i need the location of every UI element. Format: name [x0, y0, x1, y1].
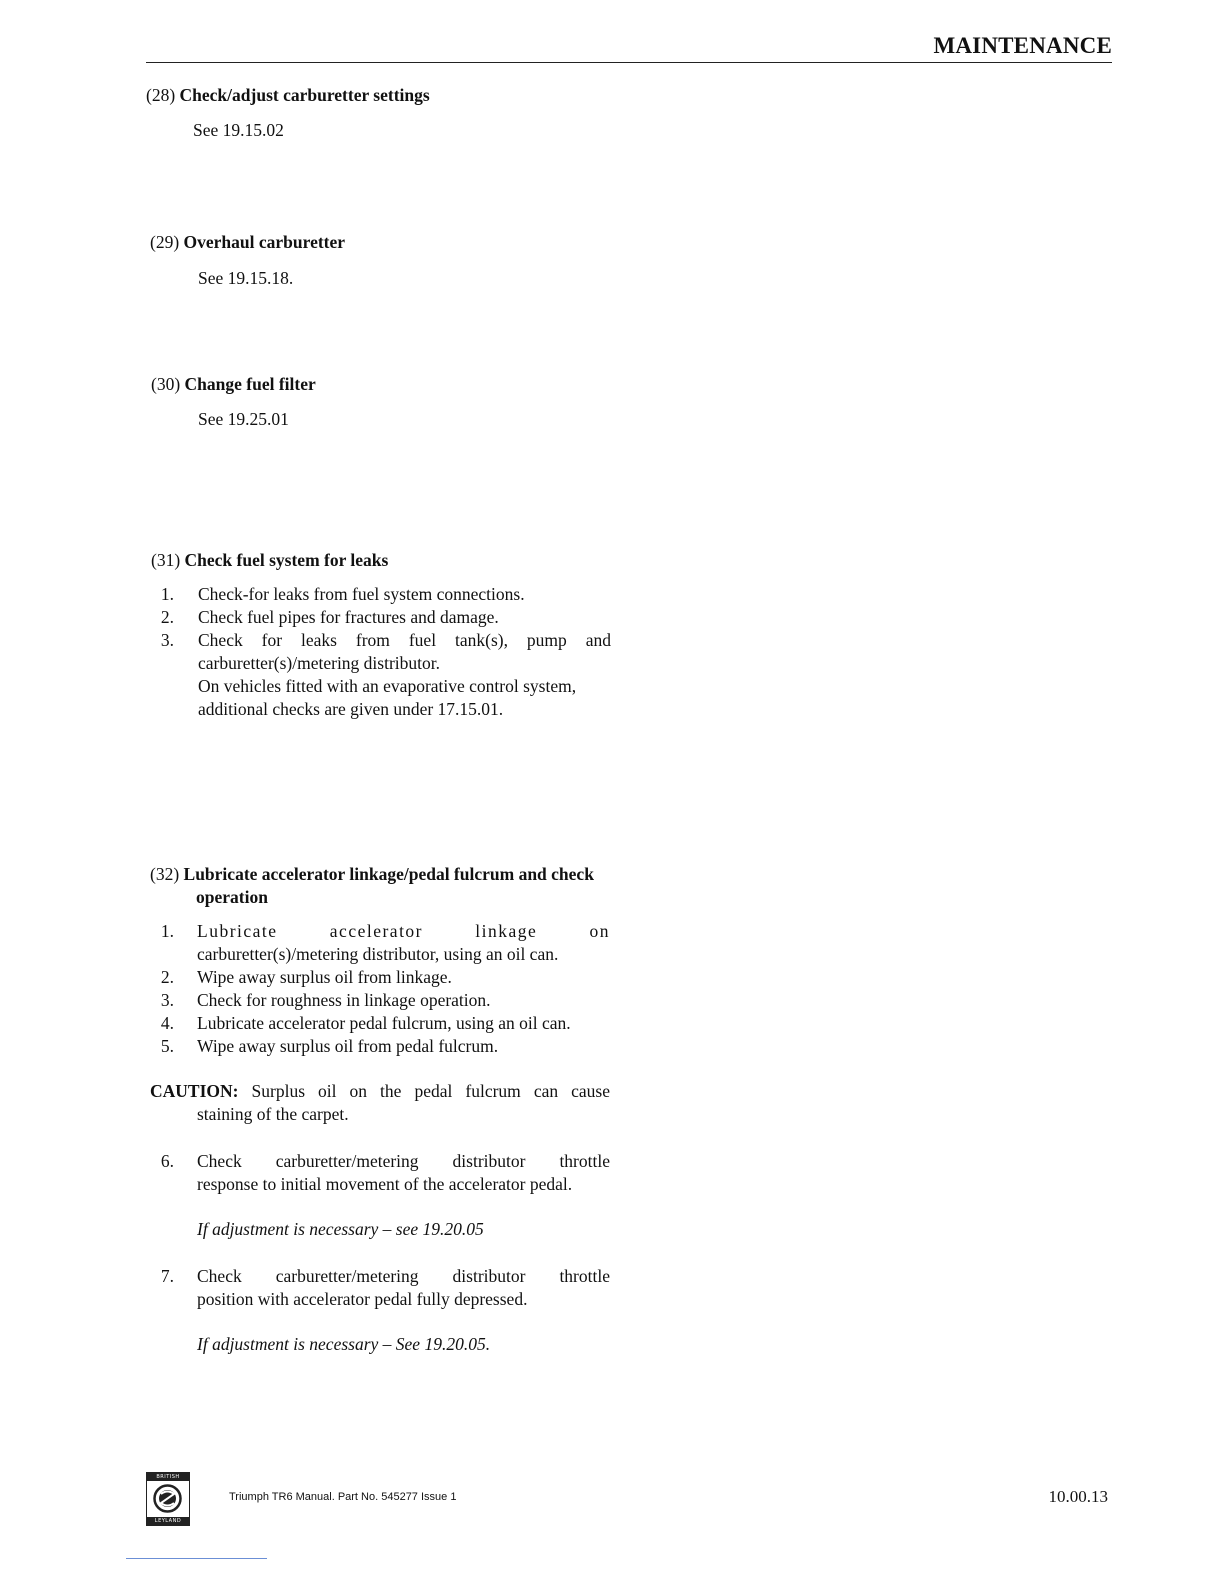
logo-bottom-text: LEYLAND [147, 1517, 189, 1525]
section-30-number: (30) [151, 374, 181, 394]
caution-note [150, 1080, 610, 1103]
list-item: Lubricate accelerator pedal fulcrum, using an oil can. [197, 1013, 571, 1033]
list-item-number: 5. [160, 1036, 174, 1056]
leyland-emblem-icon [147, 1481, 189, 1516]
section-29-reference: See 19.15.18. [198, 268, 294, 288]
list-item-number: 4. [160, 1013, 174, 1033]
header-divider [146, 62, 1112, 63]
section-32-list [150, 920, 620, 1370]
bottom-divider [126, 1558, 267, 1559]
list-item-number: 3. [160, 990, 174, 1010]
section-28-title: Check/adjust carburetter settings [179, 85, 430, 105]
list-item-number: 1. [160, 921, 174, 941]
section-29-heading [150, 232, 345, 253]
section-31-heading [151, 550, 388, 571]
page-number: 10.00.13 [1048, 1487, 1108, 1506]
section-31-list [150, 583, 620, 733]
section-29-number: (29) [150, 232, 180, 252]
section-32-title: Lubricate accelerator linkage/pedal fulcrum and check [183, 864, 594, 884]
british-leyland-logo [146, 1472, 190, 1526]
list-item: Check-for leaks from fuel system connections. [198, 584, 525, 604]
list-item-continuation: carburetter(s)/metering distributor. [198, 653, 441, 673]
section-29-title: Overhaul carburetter [183, 232, 346, 252]
list-item-number: 1. [160, 584, 174, 604]
list-item-number: 2. [160, 607, 174, 627]
section-32-heading [150, 863, 620, 886]
logo-top-text: BRITISH [147, 1473, 189, 1481]
list-item: Lubricate accelerator linkage on [197, 921, 610, 941]
section-31-note-continuation: additional checks are given under 17.15.01. [198, 699, 504, 719]
page-section-title: MAINTENANCE [933, 33, 1112, 58]
list-item: Wipe away surplus oil from pedal fulcrum. [197, 1036, 499, 1056]
section-30-reference: See 19.25.01 [198, 409, 289, 429]
section-31-number: (31) [151, 550, 181, 570]
adjustment-reference: If adjustment is necessary – See 19.20.05. [197, 1334, 491, 1354]
list-item: Wipe away surplus oil from linkage. [197, 967, 452, 987]
list-item-number: 7. [160, 1266, 174, 1286]
section-30-title: Change fuel filter [184, 374, 316, 394]
list-item: Check for leaks from fuel tank(s), pump and [198, 630, 611, 650]
section-30-heading [151, 374, 316, 395]
list-item-number: 6. [160, 1151, 174, 1171]
list-item: Check carburetter/metering distributor throttle [197, 1266, 610, 1286]
caution-text: Surplus oil on the pedal fulcrum can cause [251, 1081, 610, 1101]
manual-part-number: Triumph TR6 Manual. Part No. 545277 Issue 1 [229, 1491, 457, 1503]
section-32-number: (32) [150, 864, 180, 884]
list-item-continuation: response to initial movement of the accelerator pedal. [197, 1174, 573, 1194]
list-item-continuation: position with accelerator pedal fully depressed. [197, 1289, 528, 1309]
caution-label: CAUTION: [150, 1081, 239, 1101]
section-28-number: (28) [146, 85, 176, 105]
list-item-continuation: carburetter(s)/metering distributor, using an oil can. [197, 944, 559, 964]
list-item: Check fuel pipes for fractures and damage. [198, 607, 499, 627]
section-32-title-continuation: operation [196, 887, 268, 907]
adjustment-reference: If adjustment is necessary – see 19.20.05 [197, 1219, 484, 1239]
caution-text-continuation: staining of the carpet. [197, 1104, 349, 1124]
list-item-number: 2. [160, 967, 174, 987]
section-28-heading [146, 85, 430, 106]
list-item: Check for roughness in linkage operation. [197, 990, 491, 1010]
list-item-number: 3. [160, 630, 174, 650]
section-28-reference: See 19.15.02 [193, 120, 284, 140]
section-31-title: Check fuel system for leaks [184, 550, 389, 570]
section-31-note: On vehicles fitted with an evaporative control system, [198, 676, 577, 696]
list-item: Check carburetter/metering distributor throttle [197, 1151, 610, 1171]
